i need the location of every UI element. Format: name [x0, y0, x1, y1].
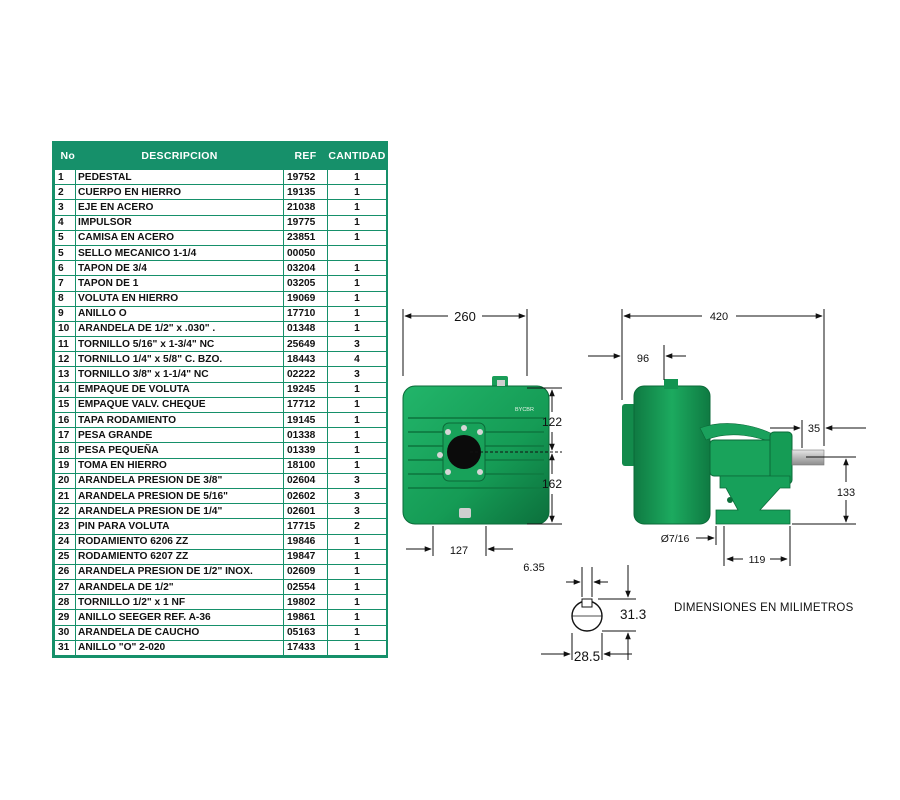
row-no: 3	[55, 200, 76, 215]
row-description: ANILLO O	[76, 306, 284, 321]
row-ref: 02609	[284, 564, 328, 579]
row-no: 15	[55, 397, 76, 412]
row-description: ARANDELA DE 1/2"	[76, 580, 284, 595]
side-dim-base-label: 119	[748, 554, 766, 566]
row-ref: 17712	[284, 397, 328, 412]
row-ref: 00050	[284, 245, 328, 260]
header-quantity: CANTIDAD	[328, 150, 386, 162]
row-ref: 05163	[284, 625, 328, 640]
row-no: 6	[55, 261, 76, 276]
row-description: EMPAQUE VALV. CHEQUE	[76, 397, 284, 412]
row-quantity: 1	[328, 564, 387, 579]
row-description: ARANDELA PRESION DE 1/2" INOX.	[76, 564, 284, 579]
row-quantity: 1	[328, 397, 387, 412]
row-quantity: 1	[328, 610, 387, 625]
row-quantity: 3	[328, 337, 387, 352]
row-description: VOLUTA EN HIERRO	[76, 291, 284, 306]
row-ref: 19135	[284, 185, 328, 200]
row-quantity: 1	[328, 170, 387, 185]
row-description: PIN PARA VOLUTA	[76, 519, 284, 534]
header-ref: REF	[294, 150, 317, 162]
row-quantity: 3	[328, 367, 387, 382]
side-pump-illustration	[622, 379, 824, 524]
row-no: 30	[55, 625, 76, 640]
row-quantity: 1	[328, 230, 387, 245]
row-ref: 18443	[284, 352, 328, 367]
row-no: 16	[55, 413, 76, 428]
row-ref: 18100	[284, 458, 328, 473]
row-quantity: 1	[328, 413, 387, 428]
front-dim-upper-label: 122	[541, 415, 563, 429]
row-description: TORNILLO 1/2" x 1 NF	[76, 595, 284, 610]
row-no: 17	[55, 428, 76, 443]
row-no: 18	[55, 443, 76, 458]
row-ref: 02602	[284, 488, 328, 503]
row-quantity: 1	[328, 276, 387, 291]
row-no: 12	[55, 352, 76, 367]
row-quantity: 1	[328, 534, 387, 549]
row-description: PEDESTAL	[76, 170, 284, 185]
row-description: ARANDELA PRESION DE 1/4"	[76, 504, 284, 519]
side-dim-length-label: 420	[709, 311, 729, 323]
row-no: 1	[55, 170, 76, 185]
row-no: 23	[55, 519, 76, 534]
row-quantity: 1	[328, 640, 387, 655]
row-ref: 02222	[284, 367, 328, 382]
side-dim-bolt	[696, 526, 716, 545]
row-quantity: 1	[328, 261, 387, 276]
row-ref: 02604	[284, 473, 328, 488]
row-quantity: 3	[328, 473, 387, 488]
side-view	[588, 309, 866, 566]
front-pump-label: BYCBR	[515, 407, 534, 413]
row-description: TORNILLO 3/8" x 1-1/4" NC	[76, 367, 284, 382]
row-description: ARANDELA PRESION DE 5/16"	[76, 488, 284, 503]
front-pump-illustration	[403, 376, 549, 524]
row-quantity: 1	[328, 291, 387, 306]
row-no: 14	[55, 382, 76, 397]
row-quantity: 1	[328, 321, 387, 336]
row-no: 28	[55, 595, 76, 610]
row-no: 5	[55, 230, 76, 245]
row-description: RODAMIENTO 6206 ZZ	[76, 534, 284, 549]
row-ref: 03204	[284, 261, 328, 276]
row-no: 24	[55, 534, 76, 549]
row-description: TAPON DE 1	[76, 276, 284, 291]
row-quantity: 1	[328, 458, 387, 473]
row-description: TAPON DE 3/4	[76, 261, 284, 276]
side-dim-offset-label: 96	[636, 353, 650, 365]
row-ref: 23851	[284, 230, 328, 245]
row-quantity: 1	[328, 549, 387, 564]
row-no: 20	[55, 473, 76, 488]
front-dim-lower-label: 162	[541, 477, 563, 491]
row-description: EJE EN ACERO	[76, 200, 284, 215]
row-quantity: 3	[328, 488, 387, 503]
row-ref: 19861	[284, 610, 328, 625]
row-no: 13	[55, 367, 76, 382]
row-description: ARANDELA PRESION DE 3/8"	[76, 473, 284, 488]
row-no: 11	[55, 337, 76, 352]
row-ref: 17433	[284, 640, 328, 655]
row-quantity: 4	[328, 352, 387, 367]
row-no: 2	[55, 185, 76, 200]
header-description: DESCRIPCION	[141, 150, 218, 162]
row-quantity: 1	[328, 200, 387, 215]
row-description: PESA PEQUEÑA	[76, 443, 284, 458]
row-ref: 19245	[284, 382, 328, 397]
row-ref: 19752	[284, 170, 328, 185]
row-description: TAPA RODAMIENTO	[76, 413, 284, 428]
row-no: 25	[55, 549, 76, 564]
row-quantity: 2	[328, 519, 387, 534]
row-quantity: 1	[328, 382, 387, 397]
row-ref: 19802	[284, 595, 328, 610]
row-description: RODAMIENTO 6207 ZZ	[76, 549, 284, 564]
row-description: ARANDELA DE 1/2" x .030" .	[76, 321, 284, 336]
row-no: 10	[55, 321, 76, 336]
row-ref: 01339	[284, 443, 328, 458]
row-quantity: 1	[328, 580, 387, 595]
row-description: CAMISA EN ACERO	[76, 230, 284, 245]
row-quantity: 1	[328, 443, 387, 458]
row-ref: 03205	[284, 276, 328, 291]
row-description: SELLO MECANICO 1-1/4	[76, 245, 284, 260]
row-no: 8	[55, 291, 76, 306]
row-ref: 01338	[284, 428, 328, 443]
shaft-dim-diameter-label: 28.5	[573, 649, 601, 664]
row-ref: 02601	[284, 504, 328, 519]
row-ref: 21038	[284, 200, 328, 215]
row-ref: 25649	[284, 337, 328, 352]
row-description: TORNILLO 1/4" x 5/8" C. BZO.	[76, 352, 284, 367]
side-dim-shaft-label: 35	[807, 423, 821, 435]
row-ref: 02554	[284, 580, 328, 595]
row-description: ANILLO SEEGER REF. A-36	[76, 610, 284, 625]
row-ref: 19775	[284, 215, 328, 230]
row-quantity: 3	[328, 504, 387, 519]
row-ref: 19069	[284, 291, 328, 306]
header-no: No	[60, 150, 76, 162]
row-description: EMPAQUE DE VOLUTA	[76, 382, 284, 397]
row-ref: 19847	[284, 549, 328, 564]
shaft-dim-height-label: 31.3	[620, 607, 647, 622]
row-no: 26	[55, 564, 76, 579]
row-no: 9	[55, 306, 76, 321]
row-ref: 17715	[284, 519, 328, 534]
row-no: 4	[55, 215, 76, 230]
side-dim-bolt-label: Ø7/16	[660, 533, 690, 545]
row-description: TOMA EN HIERRO	[76, 458, 284, 473]
front-dim-width-label: 260	[454, 309, 476, 324]
shaft-dim-key-label: 6.35	[523, 562, 545, 574]
row-no: 21	[55, 488, 76, 503]
row-no: 5	[55, 245, 76, 260]
row-no: 22	[55, 504, 76, 519]
row-ref: 17710	[284, 306, 328, 321]
row-no: 7	[55, 276, 76, 291]
row-quantity: 1	[328, 185, 387, 200]
side-dim-height-label: 133	[836, 487, 856, 499]
row-description: CUERPO EN HIERRO	[76, 185, 284, 200]
row-ref: 19846	[284, 534, 328, 549]
row-quantity: 1	[328, 625, 387, 640]
row-ref: 01348	[284, 321, 328, 336]
shaft-keyway	[582, 599, 592, 607]
row-quantity: 1	[328, 215, 387, 230]
row-no: 19	[55, 458, 76, 473]
row-description: ARANDELA DE CAUCHO	[76, 625, 284, 640]
row-description: TORNILLO 5/16" x 1-3/4" NC	[76, 337, 284, 352]
shaft-detail	[523, 562, 646, 664]
row-description: ANILLO "O" 2-020	[76, 640, 284, 655]
row-quantity: 1	[328, 306, 387, 321]
front-view	[403, 309, 562, 557]
row-description: PESA GRANDE	[76, 428, 284, 443]
row-quantity: 1	[328, 595, 387, 610]
row-no: 31	[55, 640, 76, 655]
units-caption: DIMENSIONES EN MILIMETROS	[674, 602, 854, 614]
row-ref: 19145	[284, 413, 328, 428]
row-quantity: 1	[328, 428, 387, 443]
row-no: 27	[55, 580, 76, 595]
row-no: 29	[55, 610, 76, 625]
front-dim-bottom-label: 127	[449, 545, 469, 557]
row-description: IMPULSOR	[76, 215, 284, 230]
